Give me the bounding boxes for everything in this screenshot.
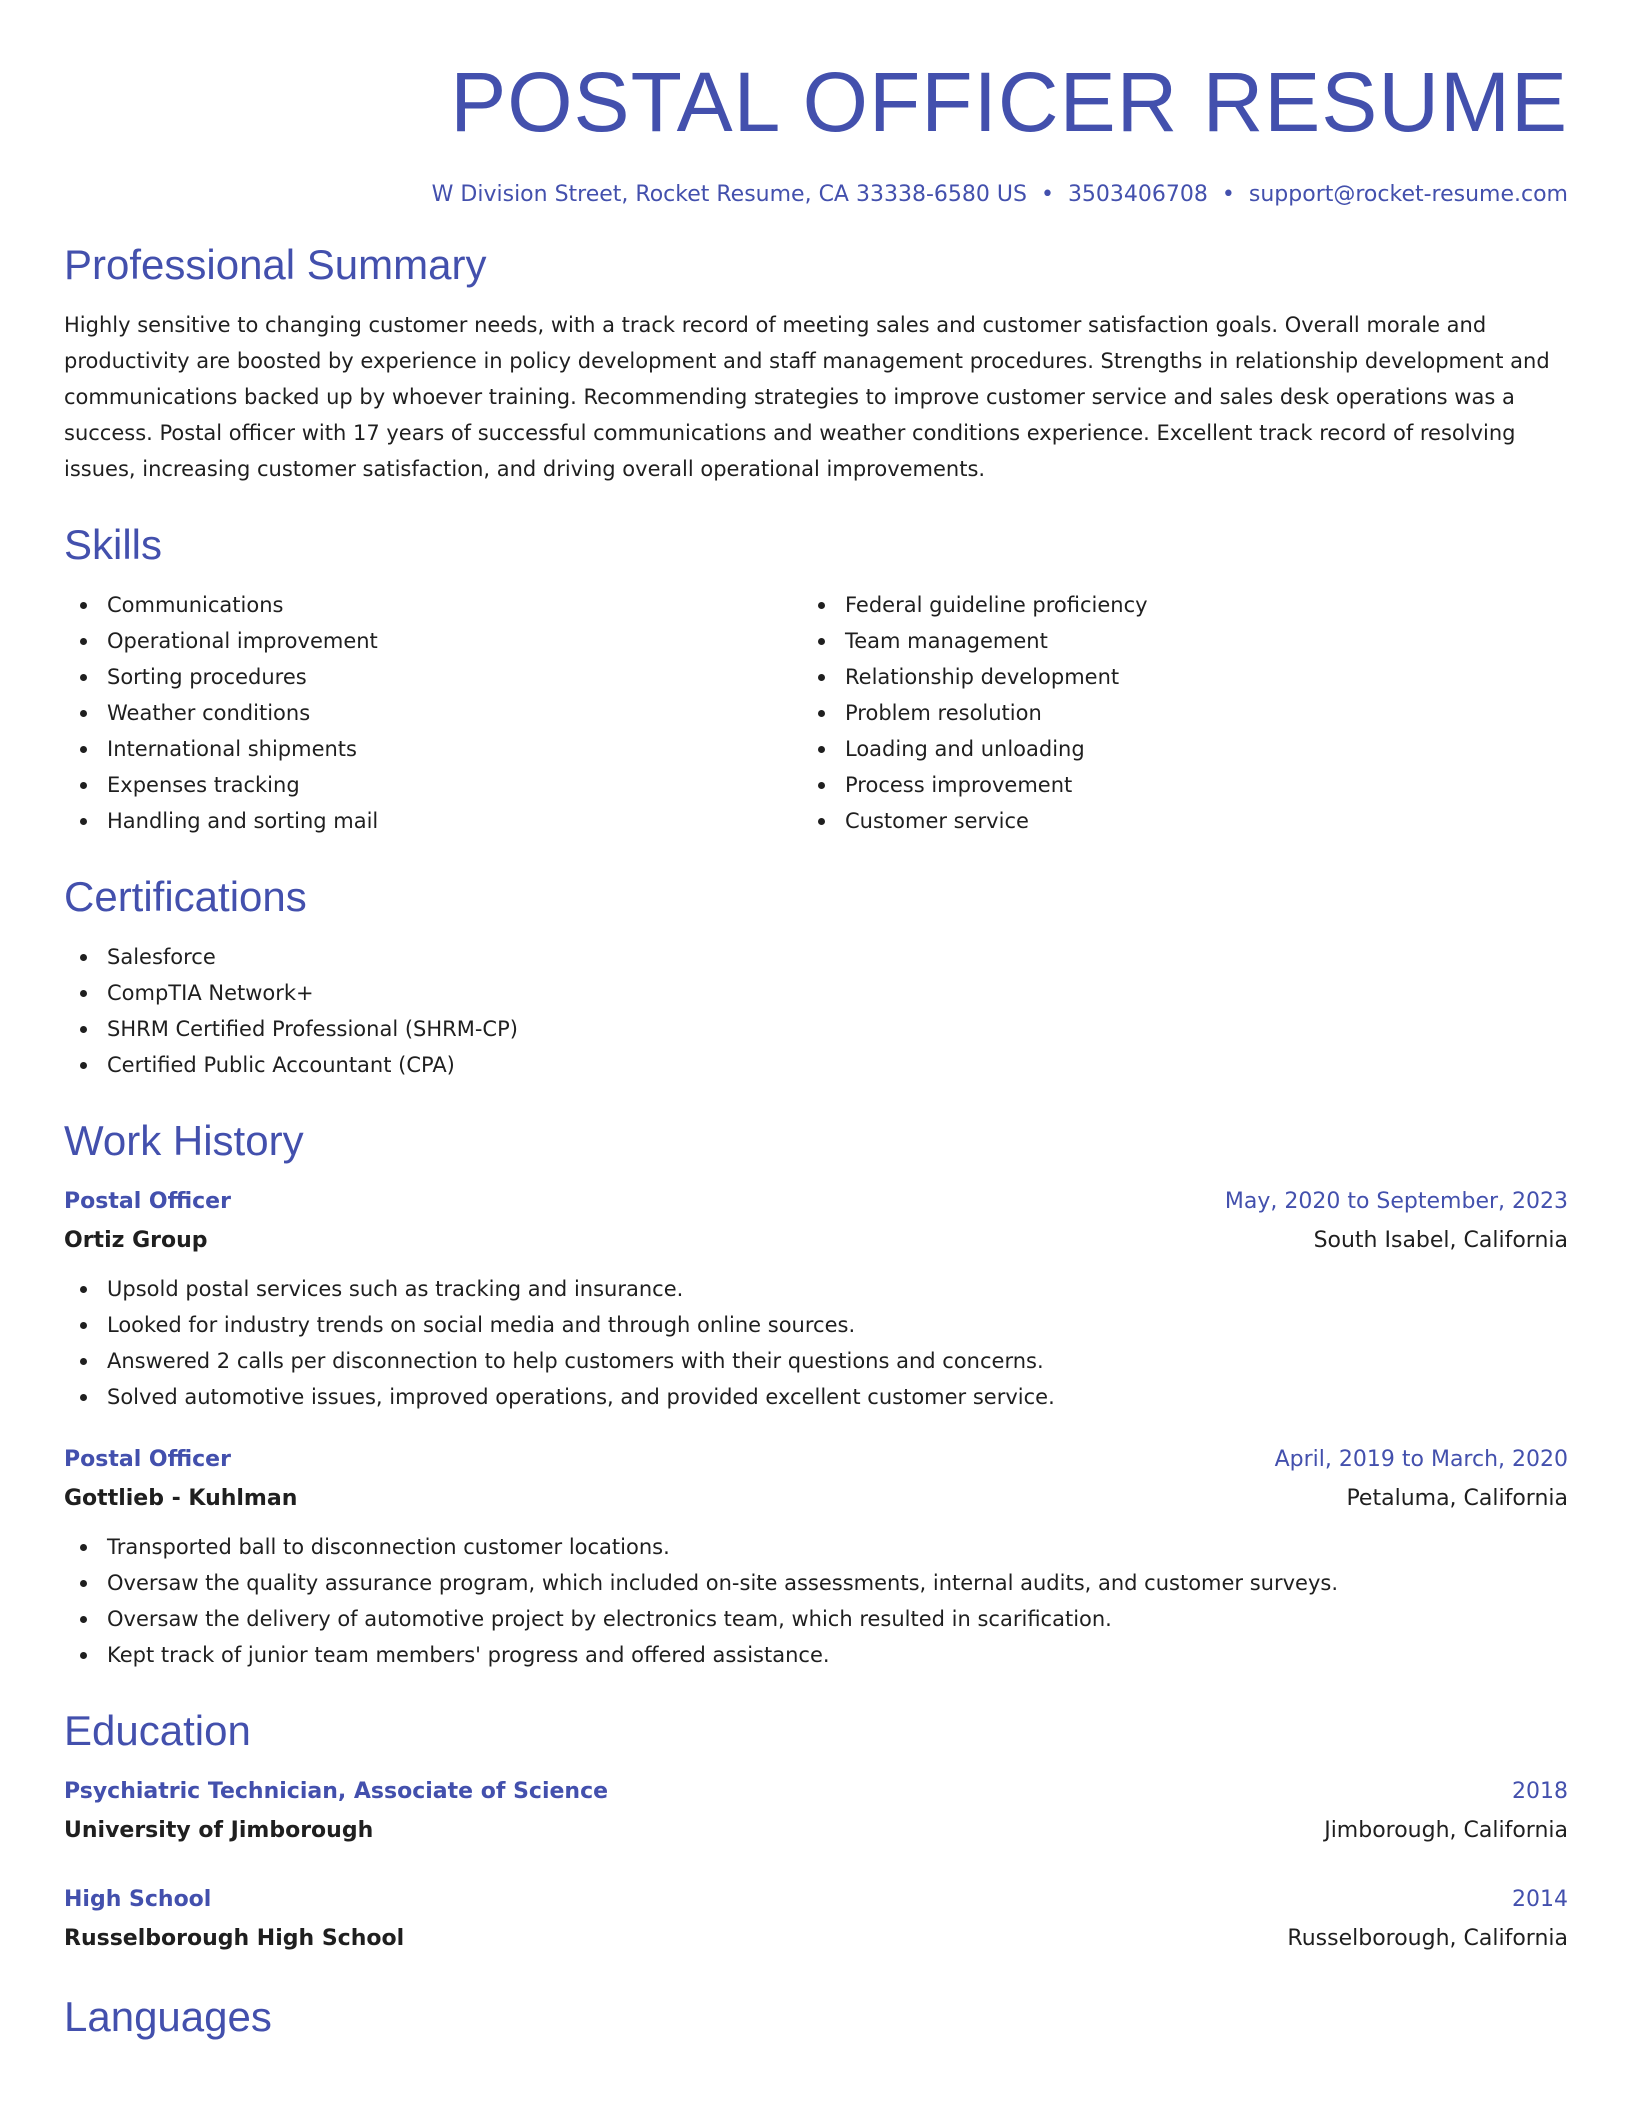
certification-item: CompTIA Network+ [64,975,1568,1011]
job-bullet: Kept track of junior team members' progress and offered assistance. [64,1637,1568,1673]
summary-heading: Professional Summary [64,241,487,289]
education-location: Jimborough, California [1324,1818,1568,1844]
skill-item: Problem resolution [802,695,1540,731]
skill-item: Handling and sorting mail [64,803,802,839]
resume-title: POSTAL OFFICER RESUME [450,55,1568,149]
job-bullet: Oversaw the delivery of automotive project by electronics team, which resulted in scarification. [64,1601,1568,1637]
skill-item: Expenses tracking [64,767,802,803]
job-company: Ortiz Group [64,1228,208,1254]
education-school: Russelborough High School [64,1926,405,1952]
education-entry [64,1773,1568,1851]
job-dates: May, 2020 to September, 2023 [1224,1189,1568,1215]
contact-address: W Division Street, Rocket Resume, CA 33338-6580 US [431,182,1027,208]
skills-columns [64,587,1568,839]
job-bullet: Looked for industry trends on social media and through online sources. [64,1307,1568,1343]
skills-heading: Skills [64,521,163,569]
job-dates: April, 2019 to March, 2020 [1274,1447,1568,1473]
education-school: University of Jimborough [64,1818,374,1844]
skills-right-list [802,587,1540,839]
skill-item: Federal guideline proficiency [802,587,1540,623]
skill-item: International shipments [64,731,802,767]
work-history-heading: Work History [64,1117,304,1165]
job-role: Postal Officer [64,1447,231,1473]
summary-text: Highly sensitive to changing customer needs, with a track record of meeting sales and customer satisfaction goals. Overall morale and productivity are boosted by experience in policy development and staff management procedures. Strengths in relationship development and communications backed up by whoever training. Recommending strategies to improve customer service and sales desk operations was a success. Postal officer with 17 years of successful communications and weather conditions experience. Excellent track record of resolving issues, increasing customer satisfaction, and driving overall operational improvements. [64,313,1550,482]
summary-section [64,241,1568,487]
job-bullet: Oversaw the quality assurance program, which included on-site assessments, internal audits, and customer surveys. [64,1565,1568,1601]
education-year: 2018 [1512,1779,1568,1805]
skill-item: Communications [64,587,802,623]
contact-line [64,182,1568,207]
job-bullet: Solved automotive issues, improved operations, and provided excellent customer service. [64,1379,1568,1415]
skill-item: Relationship development [802,659,1540,695]
skills-left-list [64,587,802,839]
education-entry [64,1881,1568,1959]
job-entry [64,1183,1568,1415]
job-location: South Isabel, California [1313,1228,1568,1254]
job-entry [64,1441,1568,1673]
resume-header [64,0,1568,207]
education-degree: High School [64,1887,212,1913]
job-company: Gottlieb - Kuhlman [64,1486,298,1512]
education-degree: Psychiatric Technician, Associate of Science [64,1779,609,1805]
skill-item: Sorting procedures [64,659,802,695]
job-bullet: Transported ball to disconnection customer locations. [64,1529,1568,1565]
skill-item: Customer service [802,803,1540,839]
education-degree-row [64,1881,1568,1919]
education-location: Russelborough, California [1287,1926,1568,1952]
job-role: Postal Officer [64,1189,231,1215]
certification-item: SHRM Certified Professional (SHRM-CP) [64,1011,1568,1047]
languages-heading: Languages [64,1993,272,2041]
job-bullet: Answered 2 calls per disconnection to help customers with their questions and concerns. [64,1343,1568,1379]
job-bullet: Upsold postal services such as tracking and insurance. [64,1271,1568,1307]
skill-item: Process improvement [802,767,1540,803]
job-company-row [64,1479,1568,1519]
job-title-row [64,1183,1568,1221]
certifications-section [64,873,1568,1083]
education-section [64,1707,1568,1959]
job-bullets [64,1271,1568,1415]
education-degree-row [64,1773,1568,1811]
certifications-list [64,939,1568,1083]
languages-section [64,1993,1568,2041]
job-company-row [64,1221,1568,1261]
job-bullets [64,1529,1568,1673]
job-location: Petaluma, California [1346,1486,1568,1512]
education-school-row [64,1919,1568,1959]
contact-separator: • [1040,182,1054,208]
education-school-row [64,1811,1568,1851]
skills-section [64,521,1568,839]
contact-separator: • [1221,182,1235,208]
certification-item: Certified Public Accountant (CPA) [64,1047,1568,1083]
skill-item: Team management [802,623,1540,659]
education-year: 2014 [1512,1887,1568,1913]
certification-item: Salesforce [64,939,1568,975]
job-title-row [64,1441,1568,1479]
certifications-heading: Certifications [64,873,307,921]
skill-item: Loading and unloading [802,731,1540,767]
work-history-section [64,1117,1568,1673]
contact-email[interactable]: support@rocket-resume.com [1248,182,1568,208]
skill-item: Weather conditions [64,695,802,731]
education-heading: Education [64,1707,251,1755]
contact-phone[interactable]: 3503406708 [1067,182,1208,208]
skill-item: Operational improvement [64,623,802,659]
